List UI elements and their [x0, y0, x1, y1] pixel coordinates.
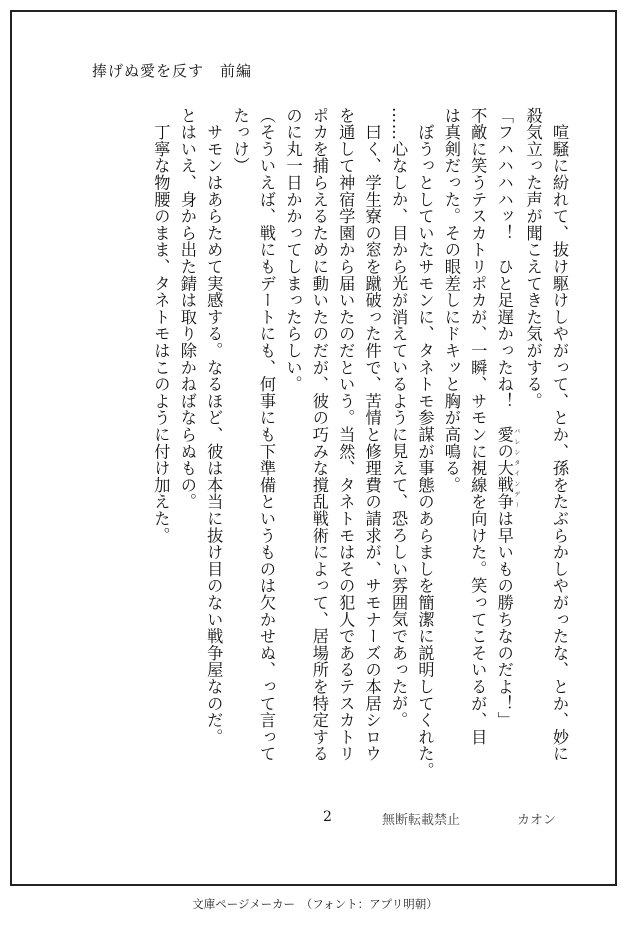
text-line: ……心なしか、目から光が消えているように見えて、恐ろしい雰囲気であったが。 [389, 107, 409, 729]
text-line: サモンはあらためて実感する。なるほど、彼は本当に抜け目のない戦争屋なのだ。 [204, 107, 224, 746]
text-line-start: 「フハハハハッ！ ひと足遅かったね！ [494, 107, 514, 427]
text-line: 殺気立った声が聞こえてきた気がする。 [523, 107, 543, 410]
author-name: カオン [517, 813, 557, 828]
ruby-text [494, 426, 520, 511]
generator-caption: 文庫ページメーカー （フォント：アプリ明朝） [192, 897, 438, 911]
text-line: とはいえ、身から出た錆は取り除かねばならぬもの。 [177, 107, 197, 511]
text-line-end: は早いもの勝ちなのだよ！」 [494, 510, 514, 729]
book-title: 捧げぬ愛を反す 前編 [92, 62, 253, 80]
text-line: を通して神宿学園から届いたのだという。当然、タネトモはその犯人であるテスカトリ [336, 107, 356, 763]
page-number: 2 [323, 809, 332, 825]
text-line: 不敵に笑うテスカトリポカが、一瞬、サモンに視線を向けた。笑ってこそいるが、目 [468, 107, 488, 746]
page-frame [10, 10, 617, 886]
text-line [490, 107, 519, 842]
text-line: ぼうっとしていたサモンに、タネトモ参謀が事態のあらましを簡潔に説明してくれた。 [415, 107, 435, 779]
body-text [90, 107, 572, 842]
text-line: ポカを捕らえるために動いたのだが、彼の巧みな撹乱戦術によって、居場所を特定する [309, 107, 329, 763]
text-line: たっけ） [230, 107, 250, 175]
text-line: は真剣だった。その眼差しにドキッと胸が高鳴る。 [441, 107, 461, 494]
text-line: 丁寧な物腰のまま、タネトモはこのように付け加えた。 [151, 107, 171, 544]
text-line: 曰く、学生寮の窓を蹴破った件で、苦情と修理費の請求が、サモナーズの本居シロウ [362, 107, 382, 763]
copyright-notice: 無断転載禁止 [382, 813, 461, 828]
text-line: 喧騒に紛れて、抜け駆けしやがって、とか、孫をたぶらかしやがったな、とか、妙に [550, 107, 569, 763]
ruby-reading: バレンタインデー [512, 426, 520, 511]
ruby-base: 愛の大戦争 [494, 426, 514, 511]
text-line: （そういえば、戦にもデートにも、何事にも下準備というものは欠かせぬ、って言って [257, 107, 277, 763]
text-line: のに丸一日かかってしまったらしい。 [283, 107, 303, 393]
